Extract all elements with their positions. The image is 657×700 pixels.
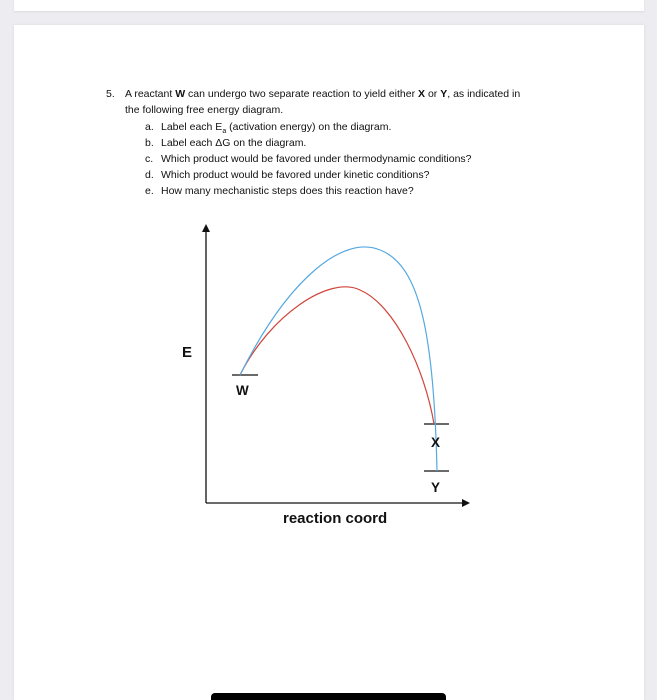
product-x-ref: X (418, 88, 426, 100)
sub-question-text: How many mechanistic steps does this reaction have? (161, 185, 414, 197)
question-text-part: or (425, 88, 441, 100)
question-text-part: A reactant (125, 88, 176, 100)
question-text-part: , as indicated in (447, 88, 521, 100)
blue-reaction-path (240, 247, 437, 471)
home-indicator-bar[interactable] (211, 693, 446, 700)
red-reaction-path (240, 287, 434, 424)
x-axis-label: reaction coord (283, 510, 388, 527)
sub-question-text: Which product would be favored under thermodynamic conditions? (161, 153, 472, 165)
question-line-2: the following free energy diagram. (125, 104, 284, 116)
sub-question-text: Label each ΔG on the diagram. (161, 137, 307, 149)
reactant-w-ref: W (175, 88, 186, 100)
sub-question-text: Which product would be favored under kinetic conditions? (161, 169, 430, 181)
question-number: 5. (106, 88, 115, 100)
sub-question-letter: d. (145, 169, 154, 181)
sub-question-text: Label each E (161, 121, 223, 133)
sub-question-text: (activation energy) on the diagram. (226, 121, 392, 133)
y-axis-label: E (182, 344, 193, 361)
subscript: a (222, 128, 227, 136)
question-text-part: can undergo two separate reaction to yield either (185, 88, 419, 100)
product-y-label: Y (431, 480, 441, 495)
reactant-w-label: W (236, 383, 249, 398)
sub-question-letter: c. (145, 153, 154, 165)
sub-question-letter: b. (145, 137, 154, 149)
product-x-label: X (431, 435, 441, 450)
sub-question-letter: a. (145, 121, 154, 133)
product-y-ref: Y (440, 88, 448, 100)
sub-question-letter: e. (145, 185, 154, 197)
